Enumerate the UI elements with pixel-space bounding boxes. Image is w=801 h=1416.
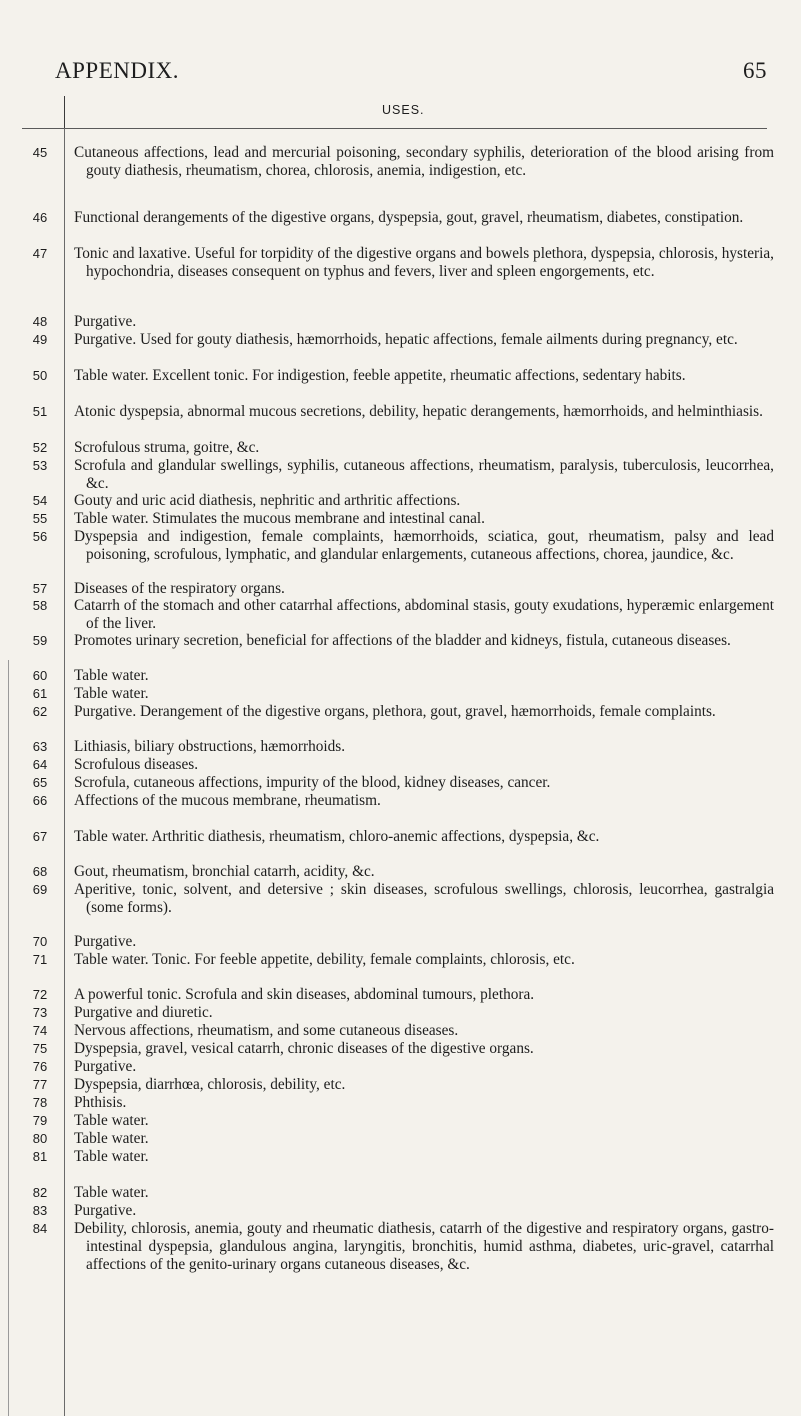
entry-number: 52	[32, 440, 48, 455]
entry-number: 72	[32, 987, 48, 1002]
entry-number: 84	[32, 1221, 48, 1236]
entry-number: 75	[32, 1041, 48, 1056]
entry-uses: Purgative and diuretic.	[74, 1004, 213, 1021]
entry-uses: Diseases of the respiratory organs.	[74, 580, 285, 597]
entry-uses: Scrofulous struma, goitre, &c.	[74, 439, 260, 456]
entry-uses: Gouty and uric acid diathesis, nephritic and arthritic affections.	[74, 492, 461, 509]
entry-uses: Table water.	[74, 1130, 149, 1147]
entry-number: 69	[32, 882, 48, 897]
entry-uses: Table water. Stimulates the mucous membrane and intestinal canal.	[74, 510, 485, 527]
entry-number: 54	[32, 493, 48, 508]
entry-number: 53	[32, 458, 48, 473]
entry-number: 80	[32, 1131, 48, 1146]
entry-number: 76	[32, 1059, 48, 1074]
entry-number: 63	[32, 739, 48, 754]
entry-uses: Scrofula and glandular swellings, syphilis, cutaneous affections, rheumatism, paralysis, tuberculosis, leucorrhea, &c.	[74, 457, 774, 493]
entry-number: 74	[32, 1023, 48, 1038]
entry-uses: Table water. Tonic. For feeble appetite, debility, female complaints, chlorosis, etc.	[74, 951, 575, 968]
page-number: 65	[743, 58, 767, 83]
table-top-rule	[22, 128, 767, 129]
entry-number: 51	[32, 404, 48, 419]
entry-number: 67	[32, 829, 48, 844]
entry-uses: Lithiasis, biliary obstructions, hæmorrhoids.	[74, 738, 346, 755]
entry-number: 73	[32, 1005, 48, 1020]
entry-number: 56	[32, 529, 48, 544]
section-title: APPENDIX.	[55, 58, 179, 83]
column-divider	[64, 128, 65, 1416]
entry-number: 65	[32, 775, 48, 790]
entry-uses: Aperitive, tonic, solvent, and detersive ; skin diseases, scrofulous swellings, chlorosis, leucorrhea, gastralgia (some forms).	[74, 881, 774, 917]
entry-number: 77	[32, 1077, 48, 1092]
entry-uses: Purgative. Derangement of the digestive organs, plethora, gout, gravel, hæmorrhoids, female complaints.	[74, 703, 716, 720]
entry-uses: Nervous affections, rheumatism, and some cutaneous diseases.	[74, 1022, 459, 1039]
entry-number: 81	[32, 1149, 48, 1164]
entry-uses: Tonic and laxative. Useful for torpidity of the digestive organs and bowels plethora, dyspepsia, chlorosis, hysteria, hypochondria, diseases consequent on typhus and fevers, liver and spleen engorgements, etc.	[74, 245, 774, 281]
entry-number: 58	[32, 598, 48, 613]
entry-uses: Scrofulous diseases.	[74, 756, 199, 773]
entry-uses: Atonic dyspepsia, abnormal mucous secretions, debility, hepatic derangements, hæmorrhoids, and helminthiasis.	[74, 403, 763, 420]
entry-uses: Table water.	[74, 685, 149, 702]
entry-uses: Phthisis.	[74, 1094, 127, 1111]
entry-uses: Table water.	[74, 1148, 149, 1165]
entry-uses: Table water.	[74, 667, 149, 684]
entry-number: 83	[32, 1203, 48, 1218]
entry-number: 57	[32, 581, 48, 596]
entry-number: 55	[32, 511, 48, 526]
entry-uses: Dyspepsia, gravel, vesical catarrh, chronic diseases of the digestive organs.	[74, 1040, 534, 1057]
entry-number: 71	[32, 952, 48, 967]
entry-number: 49	[32, 332, 48, 347]
entry-number: 68	[32, 864, 48, 879]
entry-uses: Dyspepsia and indigestion, female complaints, hæmorrhoids, sciatica, gout, rheumatism, palsy and lead poisoning, scrofulous, lymphatic, and glandular enlargements, cutaneous affections, chorea, jaundice, &c.	[74, 528, 774, 564]
entry-uses: Scrofula, cutaneous affections, impurity of the blood, kidney diseases, cancer.	[74, 774, 551, 791]
entry-uses: Catarrh of the stomach and other catarrhal affections, abdominal stasis, gouty exudations, hyperæmic enlargement of the liver.	[74, 597, 774, 633]
page-edge-line	[8, 660, 9, 1416]
entry-number: 45	[32, 145, 48, 160]
entry-number: 48	[32, 314, 48, 329]
entry-number: 59	[32, 633, 48, 648]
entry-uses: Dyspepsia, diarrhœa, chlorosis, debility, etc.	[74, 1076, 346, 1093]
column-heading: USES.	[382, 103, 425, 117]
entry-number: 50	[32, 368, 48, 383]
entry-uses: Table water. Excellent tonic. For indigestion, feeble appetite, rheumatic affections, sedentary habits.	[74, 367, 686, 384]
entry-number: 70	[32, 934, 48, 949]
entry-number: 64	[32, 757, 48, 772]
entry-uses: Gout, rheumatism, bronchial catarrh, acidity, &c.	[74, 863, 375, 880]
entry-uses: Purgative.	[74, 1058, 137, 1075]
entry-uses: Purgative.	[74, 933, 137, 950]
entry-number: 78	[32, 1095, 48, 1110]
entry-number: 79	[32, 1113, 48, 1128]
entry-uses: Table water.	[74, 1184, 149, 1201]
entry-number: 61	[32, 686, 48, 701]
entry-number: 60	[32, 668, 48, 683]
entry-number: 82	[32, 1185, 48, 1200]
running-head	[55, 58, 767, 88]
entry-uses: Functional derangements of the digestive organs, dyspepsia, gout, gravel, rheumatism, diabetes, constipation.	[74, 209, 744, 226]
entry-number: 62	[32, 704, 48, 719]
entry-uses: Affections of the mucous membrane, rheumatism.	[74, 792, 381, 809]
entry-uses: Table water. Arthritic diathesis, rheumatism, chloro-anemic affections, dyspepsia, &c.	[74, 828, 600, 845]
entry-uses: Purgative. Used for gouty diathesis, hæmorrhoids, hepatic affections, female ailments during pregnancy, etc.	[74, 331, 738, 348]
entry-uses: Purgative.	[74, 1202, 137, 1219]
entry-uses: Cutaneous affections, lead and mercurial poisoning, secondary syphilis, deterioration of the blood arising from gouty diathesis, rheumatism, chorea, chlorosis, anemia, indigestion, etc.	[74, 144, 774, 180]
entry-number: 46	[32, 210, 48, 225]
entry-uses: Promotes urinary secretion, beneficial for affections of the bladder and kidneys, fistula, cutaneous diseases.	[74, 632, 731, 649]
entry-number: 47	[32, 246, 48, 261]
entry-uses: A powerful tonic. Scrofula and skin diseases, abdominal tumours, plethora.	[74, 986, 535, 1003]
entry-uses: Purgative.	[74, 313, 137, 330]
entry-uses: Debility, chlorosis, anemia, gouty and rheumatic diathesis, catarrh of the digestive and respiratory organs, gastro-intestinal dyspepsia, glandulous angina, laryngitis, bronchitis, humid asthma, diabetes, uric-gravel, catarrhal affections of the genito-urinary organs cutaneous diseases, &c.	[74, 1220, 774, 1274]
header-divider	[64, 96, 65, 128]
entry-uses: Table water.	[74, 1112, 149, 1129]
entry-number: 66	[32, 793, 48, 808]
